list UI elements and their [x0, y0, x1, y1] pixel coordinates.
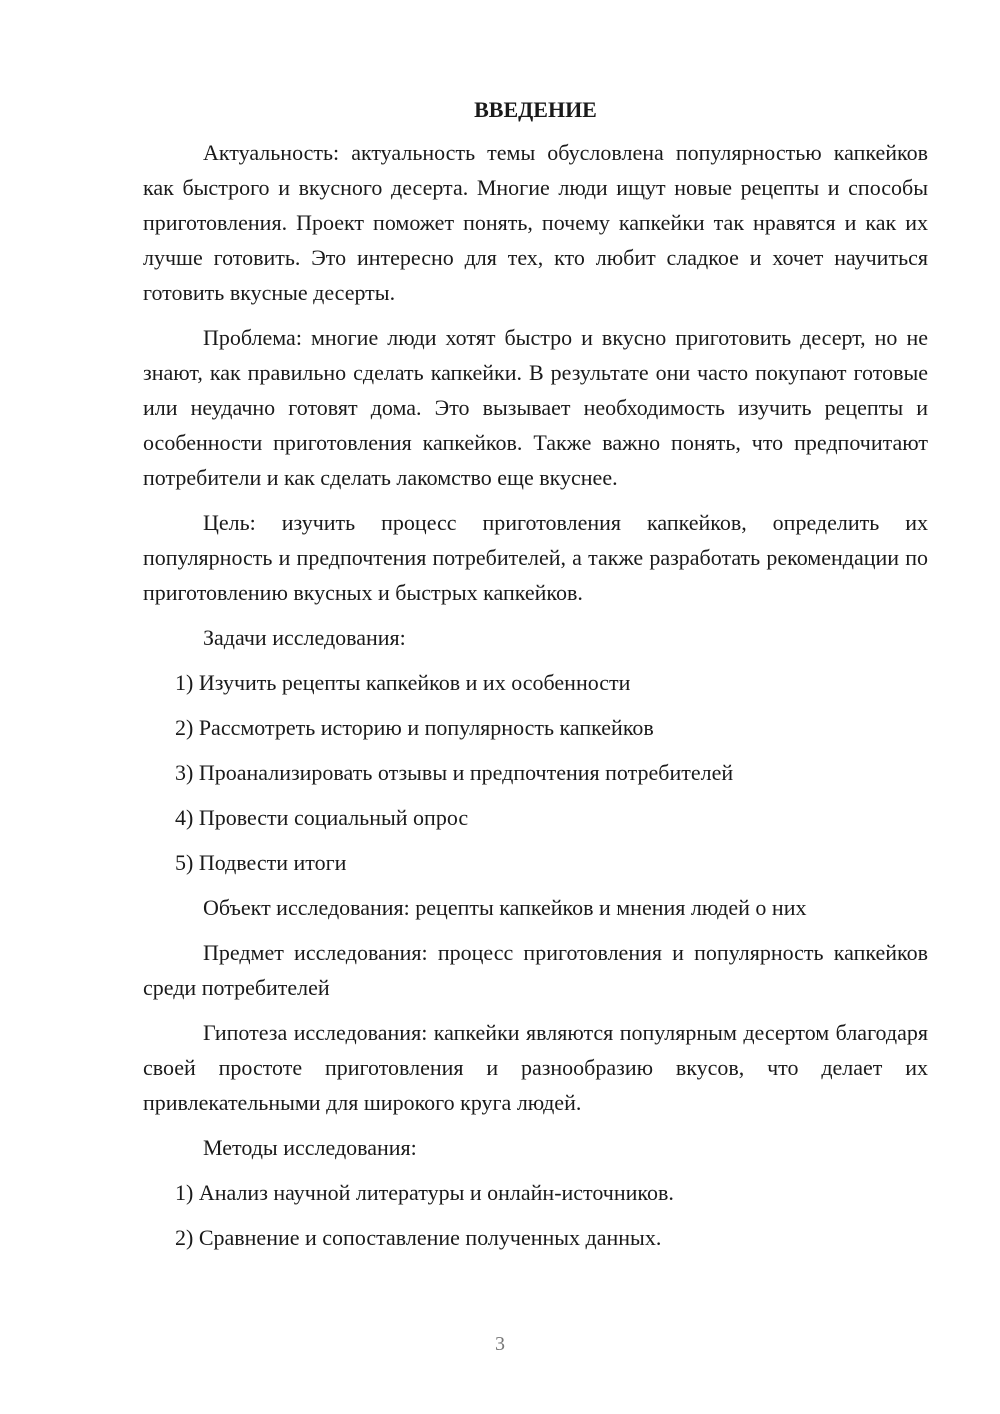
- task-item: 2) Рассмотреть историю и популярность капкейков: [175, 715, 654, 740]
- page-number: 3: [495, 1333, 505, 1355]
- object-paragraph: Объект исследования: рецепты капкейков и мнения людей о них: [203, 895, 807, 920]
- tasks-list: [143, 665, 928, 880]
- task-item: 3) Проанализировать отзывы и предпочтения потребителей: [175, 760, 734, 785]
- method-item: 2) Сравнение и сопоставление полученных данных.: [175, 1225, 662, 1250]
- task-item: 5) Подвести итоги: [175, 850, 347, 875]
- document-page: [143, 95, 928, 1265]
- problem-paragraph: Проблема: многие люди хотят быстро и вкусно приготовить десерт, но не знают, как правильно сделать капкейки. В результате они часто покупают готовые или неудачно готовят дома. Это вызывает необходимость изучить рецепты и особенности приготовления капкейков. Также важно понять, что предпочитают потребители и как сделать лакомство еще вкуснее.: [143, 325, 928, 490]
- methods-list: [143, 1175, 928, 1255]
- relevance-paragraph: Актуальность: актуальность темы обусловлена популярностью капкейков как быстрого и вкусного десерта. Многие люди ищут новые рецепты и способы приготовления. Проект поможет понять, почему капкейки так нравятся и как их лучше готовить. Это интересно для тех, кто любит сладкое и хочет научиться готовить вкусные десерты.: [143, 140, 928, 305]
- page-title: ВВЕДЕНИЕ: [474, 97, 597, 122]
- methods-heading: Методы исследования:: [203, 1135, 417, 1160]
- goal-paragraph: Цель: изучить процесс приготовления капкейков, определить их популярность и предпочтения потребителей, а также разработать рекомендации по приготовлению вкусных и быстрых капкейков.: [143, 510, 928, 605]
- task-item: 4) Провести социальный опрос: [175, 805, 469, 830]
- subject-paragraph: Предмет исследования: процесс приготовления и популярность капкейков среди потребителей: [143, 940, 928, 1000]
- method-item: 1) Анализ научной литературы и онлайн-источников.: [175, 1180, 674, 1205]
- tasks-heading: Задачи исследования:: [203, 625, 406, 650]
- hypothesis-paragraph: Гипотеза исследования: капкейки являются популярным десертом благодаря своей простоте приготовления и разнообразию вкусов, что делает их привлекательными для широкого круга людей.: [143, 1020, 928, 1115]
- task-item: 1) Изучить рецепты капкейков и их особенности: [175, 670, 631, 695]
